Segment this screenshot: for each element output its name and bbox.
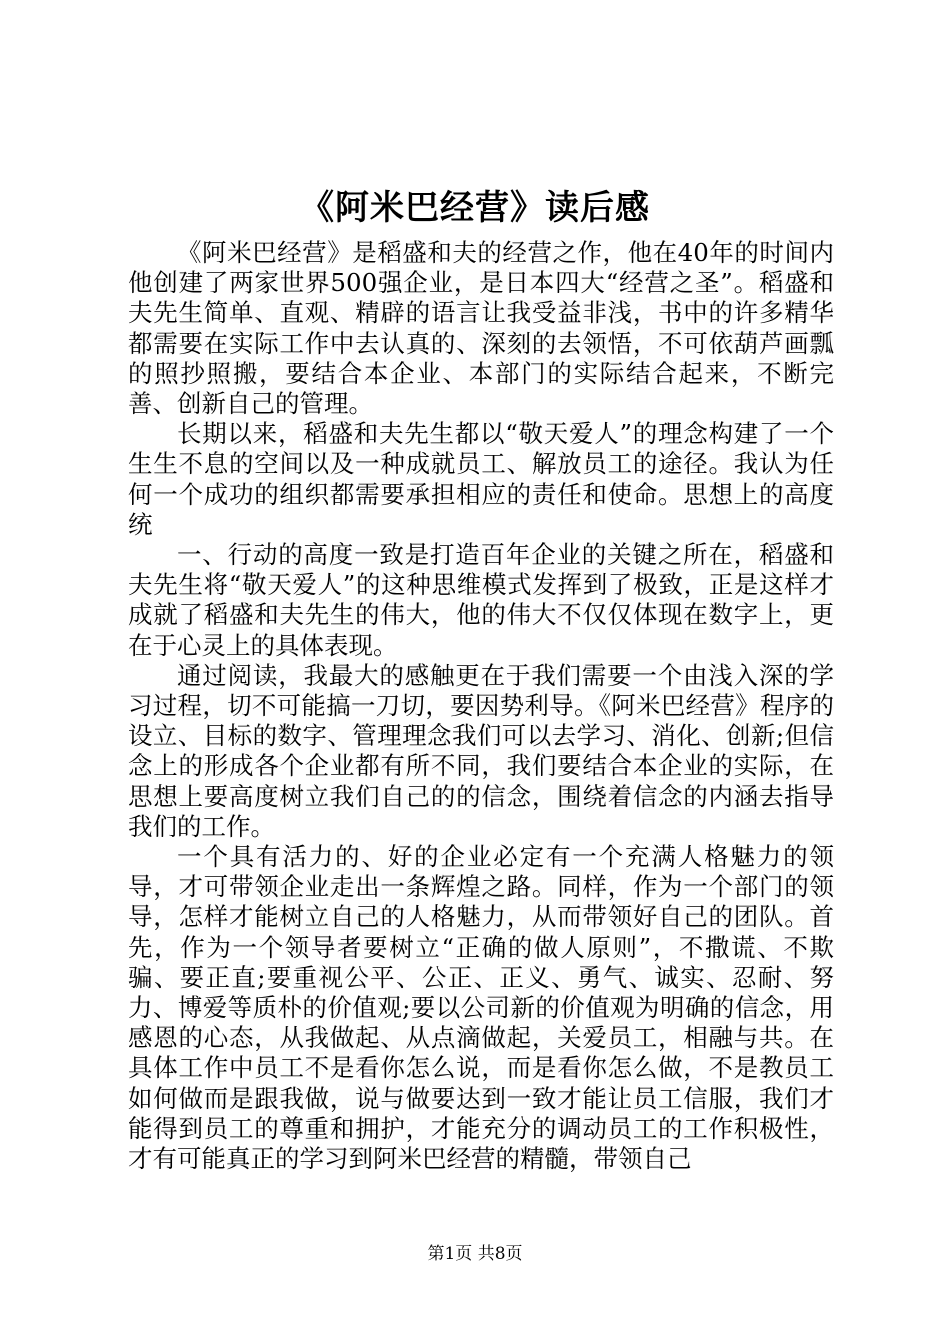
page-number-footer: 第1页 共8页 (427, 1244, 523, 1264)
paragraph-1: 《阿米巴经营》是稻盛和夫的经营之作，他在40年的时间内他创建了两家世界500强企业，是日本四大“经营之圣”。稻盛和夫先生简单、直观、精辟的语言让我受益非浅，书中的许多精华都需要在实际工作中去认真的、深刻的去领悟，不可依葫芦画瓢的照抄照搬，要结合本企业、本部门的实际结合起来，不断完善、创新自己的管理。 (128, 238, 834, 419)
paragraph-4: 通过阅读，我最大的感触更在于我们需要一个由浅入深的学习过程，切不可能搞一刀切，要因势利导。《阿米巴经营》程序的设立、目标的数字、管理理念我们可以去学习、消化、创新;但信念上的形成各个企业都有所不同，我们要结合本企业的实际，在思想上要高度树立我们自己的的信念，围绕着信念的内涵去指导我们的工作。 (128, 660, 834, 841)
paragraph-3: 一、行动的高度一致是打造百年企业的关键之所在，稻盛和夫先生将“敬天爱人”的这种思维模式发挥到了极致，正是这样才成就了稻盛和夫先生的伟大，他的伟大不仅仅体现在数字上，更在于心灵上的具体表现。 (128, 540, 834, 660)
paragraph-2: 长期以来，稻盛和夫先生都以“敬天爱人”的理念构建了一个生生不息的空间以及一种成就员工、解放员工的途径。我认为任何一个成功的组织都需要承担相应的责任和使命。思想上的高度统 (128, 419, 834, 539)
document-title: 《阿米巴经营》读后感 (300, 188, 650, 228)
document-body (128, 238, 834, 1174)
paragraph-5: 一个具有活力的、好的企业必定有一个充满人格魅力的领导，才可带领企业走出一条辉煌之路。同样，作为一个部门的领导，怎样才能树立自己的人格魅力，从而带领好自己的团队。首先，作为一个领导者要树立“正确的做人原则”，不撒谎、不欺骗、要正直;要重视公平、公正、正义、勇气、诚实、忍耐、努力、博爱等质朴的价值观;要以公司新的价值观为明确的信念，用感恩的心态，从我做起、从点滴做起，关爱员工，相融与共。在具体工作中员工不是看你怎么说，而是看你怎么做，不是教员工如何做而是跟我做，说与做要达到一致才能让员工信服，我们才能得到员工的尊重和拥护，才能充分的调动员工的工作积极性，才有可能真正的学习到阿米巴经营的精髓，带领自己 (128, 842, 834, 1174)
